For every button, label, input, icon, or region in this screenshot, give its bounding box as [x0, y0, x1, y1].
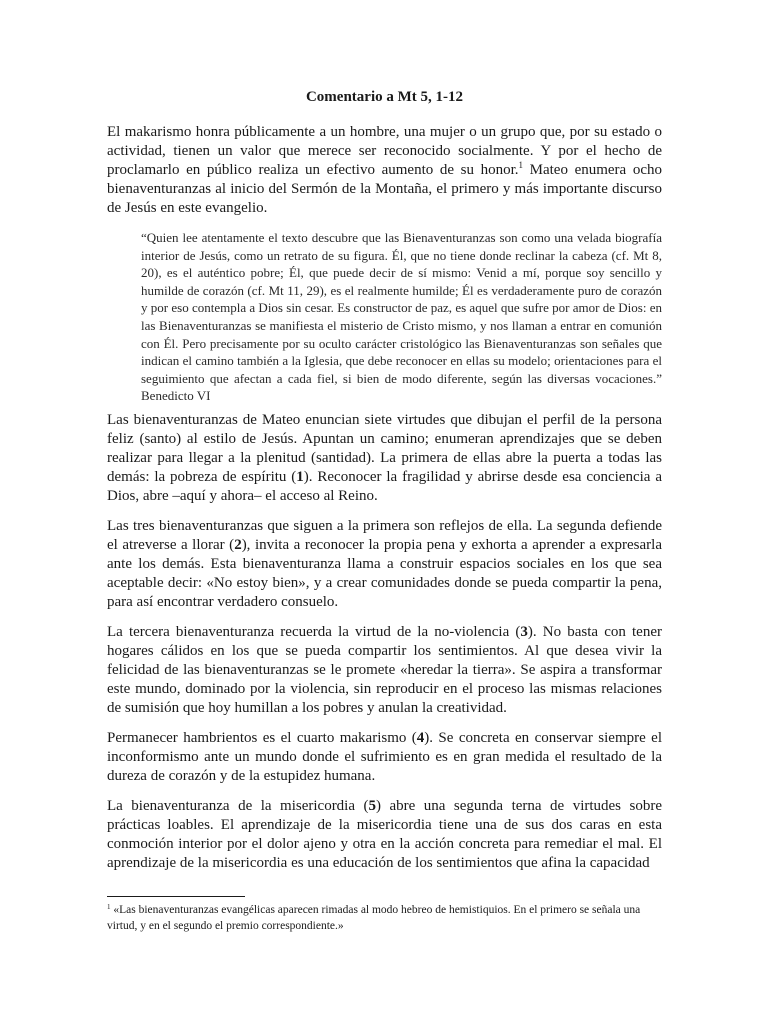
paragraph-5	[107, 729, 662, 786]
footnote-separator	[107, 896, 245, 897]
beatitude-number: 5	[368, 797, 376, 814]
paragraph-3	[107, 517, 662, 612]
paragraph-text: Las bienaventuranzas de Mateo enuncian siete virtudes que dibujan el perfil de la persona feliz (santo) al estilo de Jesús. Apuntan un camino; enumeran aprendizajes que se deben realizar para llegar a la plenitud (santidad). La primera de ellas abre la puerta a todas las demás: la pobreza de espíritu (	[107, 411, 662, 485]
document-title: Comentario a Mt 5, 1-12	[305, 89, 464, 105]
block-quote: “Quien lee atentamente el texto descubre que las Bienaventuranzas son como una velada biografía interior de Jesús, como un retrato de su figura. Él, que no tiene donde reclinar la cabeza (cf. Mt 8, 20), es el auténtico pobre; Él, que puede decir de sí mismo: Venid a mí, porque soy sencillo y humilde de corazón (cf. Mt 11, 29), es el realmente humilde; Él es verdaderamente puro de corazón y por eso contempla a Dios sin cesar. Es constructor de paz, es aquel que sufre por amor de Dios: en las Bienaventuranzas se manifiesta el misterio de Cristo mismo, y nos llaman a entrar en comunión con Él. Pero precisamente por su oculto carácter cristológico las Bienaventuranzas son señales que indican el camino también a la Iglesia, que debe reconocer en ellas su modelo; orientaciones para el seguimiento que afectan a cada fiel, si bien de modo diferente, según las diversas vocaciones.” Benedicto VI	[141, 230, 662, 404]
paragraph-2	[107, 411, 662, 506]
paragraph-text: ) abre una segunda terna de virtudes sobre prácticas loables. El aprendizaje de la misericordia tiene una de sus dos caras en esta conmoción interior por el dolor ajeno y otra en la acción concreta para remediar el mal. El aprendizaje de la misericordia es una educación de los sentimientos que afina la capacidad	[107, 797, 662, 871]
document-page	[107, 88, 662, 884]
paragraph-4	[107, 623, 662, 718]
beatitude-number: 2	[234, 536, 242, 553]
footnote-marker: 1	[107, 903, 111, 911]
paragraph-text: ). Se concreta en conservar siempre el inconformismo ante un mundo donde el sufrimiento es en gran medida el resultado de la dureza de corazón y de la estupidez humana.	[107, 729, 662, 784]
paragraph-text: ), invita a reconocer la propia pena y exhorta a aprender a expresarla ante los demás. Esta bienaventuranza llama a construir espacios sociales en los que sea aceptable decir: «No estoy bien», y a crear comunidades donde se pueda compartir la pena, para así encontrar verdadero consuelo.	[107, 536, 662, 610]
footnote-reference[interactable]: 1	[518, 160, 524, 170]
paragraph-text: La bienaventuranza de la misericordia (	[107, 797, 369, 814]
beatitude-number: 4	[416, 729, 425, 746]
paragraph-text: ). No basta con tener hogares cálidos en los que se pueda compartir los sentimientos. Al que desea vivir la felicidad de las bienaventuranzas se le promete «heredar la tierra». Se aspira a transformar este mundo, dominado por la violencia, sin reproducir en el proceso las mismas relaciones de sumisión que hoy humillan a los pobres y anulan la creatividad.	[107, 623, 662, 716]
paragraph-text: La tercera bienaventuranza recuerda la virtud de la no-violencia (	[107, 623, 521, 640]
paragraph-text: Permanecer hambrientos es el cuarto makarismo (	[107, 729, 417, 746]
paragraph-text: El makarismo honra públicamente a un hombre, una mujer o un grupo que, por su estado o actividad, tienen un valor que merece ser reconocido socialmente. Y por el hecho de proclamarlo en público realiza un efectivo aumento de su honor.	[107, 124, 662, 178]
paragraph-text: ). Reconocer la fragilidad y abrirse desde esa conciencia a Dios, abre –aquí y ahora– el acceso al Reino.	[107, 468, 662, 504]
footnote-text: «Las bienaventuranzas evangélicas aparecen rimadas al modo hebreo de hemistiquios. En el primero se señala una virtud, y en el segundo el premio correspondiente.»	[107, 904, 641, 932]
beatitude-number: 1	[296, 468, 304, 485]
paragraph-1	[107, 123, 662, 218]
beatitude-number: 3	[520, 623, 528, 640]
paragraph-6	[107, 797, 662, 873]
paragraph-text: Mateo enumera ocho bienaventuranzas al inicio del Sermón de la Montaña, el primero y más importante discurso de Jesús en este evangelio.	[107, 162, 662, 216]
paragraph-text: Las tres bienaventuranzas que siguen a la primera son reflejos de ella. La segunda defiende el atreverse a llorar (	[107, 517, 662, 553]
footnote	[107, 902, 662, 934]
